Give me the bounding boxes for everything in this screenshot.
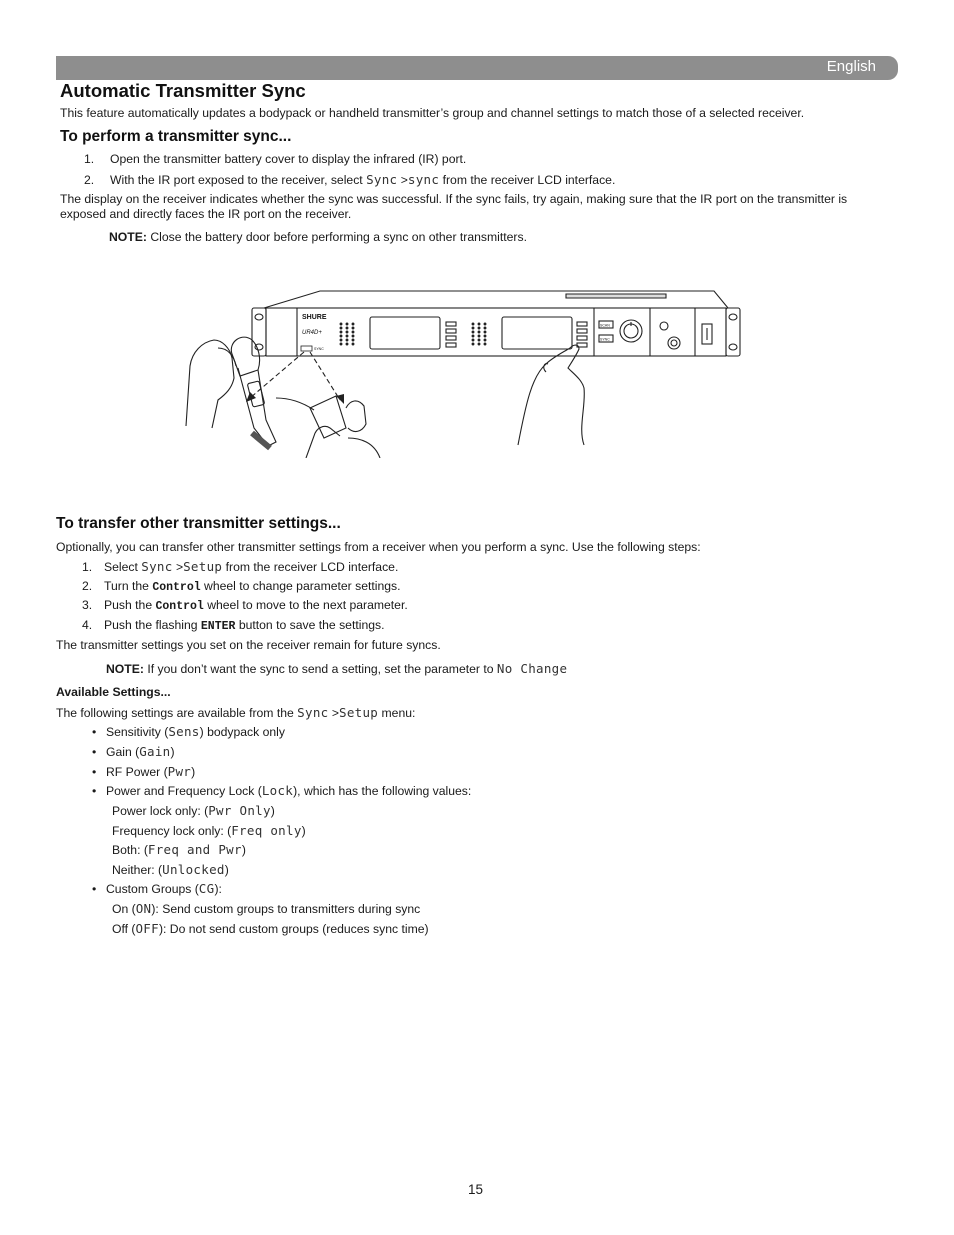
- step-text: Push the flashing: [104, 618, 198, 632]
- note-label: NOTE:: [106, 662, 144, 676]
- handheld-mic-grille: [231, 337, 259, 376]
- setting-text-post: ): [191, 765, 196, 779]
- transfer-heading: To transfer other transmitter settings...: [56, 515, 341, 532]
- menu-separator: >: [175, 560, 184, 574]
- lcd-freq-and-pwr: Freq and Pwr: [147, 842, 242, 857]
- control-wheel-code: Control: [152, 581, 201, 594]
- setting-lock: [92, 783, 471, 799]
- sync-result-line-1: The display on the receiver indicates whether the sync was successful. If the sync fails, try again, making sure that the IR port on the transmitter is: [60, 192, 848, 206]
- setting-text-post: ): [241, 843, 246, 857]
- setting-text-post: ): Send custom groups to transmitters during sync: [151, 902, 421, 916]
- step-number: 2.: [82, 579, 93, 593]
- step-text-post: from the receiver LCD interface.: [442, 173, 616, 187]
- lcd-sync-item: sync: [407, 172, 440, 187]
- bodypack-door: [346, 401, 366, 432]
- setting-text-post: ): [270, 804, 275, 818]
- setting-text: Gain (: [106, 745, 140, 759]
- step-text: With the IR port exposed to the receiver, select: [110, 173, 363, 187]
- rack-ear-right: [726, 308, 740, 356]
- lcd-sync-menu: Sync: [141, 559, 173, 574]
- lcd-screen-b: [502, 317, 572, 349]
- lcd-sens: Sens: [168, 724, 200, 739]
- setting-text: Power and Frequency Lock (: [106, 784, 262, 798]
- sync-result-line-2: exposed and directly faces the IR port on the receiver.: [60, 207, 352, 221]
- lock-both: [112, 842, 246, 858]
- setting-text-post: ), which has the following values:: [293, 784, 472, 798]
- setting-text: On (: [112, 902, 136, 916]
- setting-text: Neither: (: [112, 863, 163, 877]
- right-hand: [518, 345, 584, 445]
- no-change-note: [106, 661, 567, 677]
- transfer-step-3: [82, 598, 408, 614]
- bullet: •: [92, 745, 97, 759]
- lock-power-only: [112, 803, 275, 819]
- lcd-lock: Lock: [261, 783, 294, 798]
- transfer-step-4: [82, 618, 384, 634]
- setting-text-post: ): [301, 824, 306, 838]
- bullet: •: [92, 882, 97, 896]
- step-text: Open the transmitter battery cover to display the infrared (IR) port.: [110, 152, 467, 166]
- step-text: Select: [104, 560, 138, 574]
- setting-text: Off (: [112, 922, 136, 936]
- lcd-no-change: No Change: [496, 661, 568, 676]
- model-label: UR4D+: [302, 330, 322, 336]
- lcd-screen-a: [370, 317, 440, 349]
- lcd-off: OFF: [135, 921, 159, 936]
- rack-ear-left: [252, 308, 266, 356]
- receiver-faceplate: [266, 308, 726, 356]
- transfer-step-1: [82, 559, 398, 575]
- setting-text: Both: (: [112, 843, 148, 857]
- step-number: 1.: [84, 152, 95, 166]
- battery-note: [109, 230, 527, 245]
- brand-logo: SHURE: [302, 314, 327, 321]
- setting-text: Custom Groups (: [106, 882, 199, 896]
- scan-button-label: SCAN: [600, 323, 610, 328]
- setting-text: Power lock only: (: [112, 804, 209, 818]
- setting-text-post: ):: [214, 882, 222, 896]
- lcd-cg: CG: [198, 881, 215, 896]
- ir-arrows: [250, 352, 340, 400]
- step-number: 2.: [84, 173, 95, 187]
- enter-button-code: ENTER: [200, 620, 236, 633]
- menu-separator: >: [400, 173, 408, 187]
- step-text-post: from the receiver LCD interface.: [225, 560, 399, 574]
- step-number: 3.: [82, 598, 93, 612]
- setting-rf-power: [92, 764, 195, 780]
- bodypack-hand-left: [306, 426, 340, 458]
- intro-paragraph: This feature automatically updates a bodypack or handheld transmitter’s group and channel settings to match those of a selected receiver.: [60, 106, 805, 120]
- left-hand: [186, 340, 234, 428]
- bodypack-hand-right: [348, 438, 380, 458]
- lcd-freq-only: Freq only: [231, 823, 302, 838]
- lock-freq-only: [112, 823, 306, 839]
- menu-separator: >: [331, 706, 339, 720]
- cg-on: [112, 901, 420, 917]
- lcd-sync-menu: Sync: [366, 172, 398, 187]
- step-number: 4.: [82, 618, 93, 632]
- bullet: •: [92, 725, 97, 739]
- note-text: If you don’t want the sync to send a setting, set the parameter to: [147, 662, 494, 676]
- setting-text-post: ): [224, 863, 229, 877]
- header-bar: [56, 56, 898, 80]
- bullet: •: [92, 784, 97, 798]
- available-intro: [56, 705, 415, 721]
- receiver-ir-port: [301, 346, 312, 351]
- lcd-setup-item: Setup: [183, 559, 223, 574]
- transfer-intro: Optionally, you can transfer other transmitter settings from a receiver when you perform a sync. Use the following steps:: [56, 540, 701, 554]
- step-text-post: button to save the settings.: [238, 618, 385, 632]
- setting-text: Sensitivity (: [106, 725, 169, 739]
- step-text-post: wheel to move to the next parameter.: [207, 598, 408, 612]
- sync-illustration: [180, 288, 770, 458]
- setting-text-post: ): Do not send custom groups (reduces sync time): [158, 922, 429, 936]
- lcd-on: ON: [135, 901, 152, 916]
- sync-button-label: SYNC: [600, 337, 610, 342]
- page-number: 15: [468, 1182, 484, 1197]
- perform-step-2: [84, 172, 615, 188]
- lcd-sync-menu: Sync: [297, 705, 329, 720]
- headphone-knob: [668, 337, 680, 349]
- transfer-remain: The transmitter settings you set on the receiver remain for future syncs.: [56, 638, 441, 652]
- lcd-pwr-only: Pwr Only: [208, 803, 271, 818]
- setting-text: RF Power (: [106, 765, 168, 779]
- setting-sensitivity: [92, 724, 285, 740]
- setting-text: Frequency lock only: (: [112, 824, 232, 838]
- bullet: •: [92, 765, 97, 779]
- meter-b: [472, 323, 486, 345]
- intro-text: The following settings are available from the: [56, 706, 294, 720]
- language-label: English: [826, 58, 876, 75]
- setting-gain: [92, 744, 175, 760]
- setting-text-post: ) bodypack only: [199, 725, 285, 739]
- step-text: Turn the: [104, 579, 149, 593]
- available-heading: Available Settings...: [56, 685, 171, 699]
- note-text: Close the battery door before performing a sync on other transmitters.: [150, 230, 527, 244]
- control-wheel-code: Control: [155, 600, 204, 613]
- transfer-step-2: [82, 579, 401, 595]
- lock-neither: [112, 862, 229, 878]
- setting-custom-groups: [92, 881, 222, 897]
- intro-text-post: menu:: [381, 706, 416, 720]
- step-number: 1.: [82, 560, 93, 574]
- cg-off: [112, 921, 429, 937]
- step-text: Push the: [104, 598, 153, 612]
- lcd-gain: Gain: [139, 744, 171, 759]
- perform-sync-heading: To perform a transmitter sync...: [60, 128, 292, 145]
- ir-sync-label: SYNC: [314, 347, 324, 351]
- meter-a: [340, 323, 354, 345]
- page-title: Automatic Transmitter Sync: [60, 80, 306, 101]
- note-label: NOTE:: [109, 230, 147, 244]
- step-text-post: wheel to change parameter settings.: [204, 579, 401, 593]
- lcd-pwr: Pwr: [167, 764, 192, 779]
- setting-text-post: ): [170, 745, 175, 759]
- bodypack-antenna: [276, 398, 314, 410]
- perform-step-1: [84, 152, 466, 167]
- lcd-unlocked: Unlocked: [162, 862, 225, 877]
- lcd-setup-item: Setup: [339, 705, 379, 720]
